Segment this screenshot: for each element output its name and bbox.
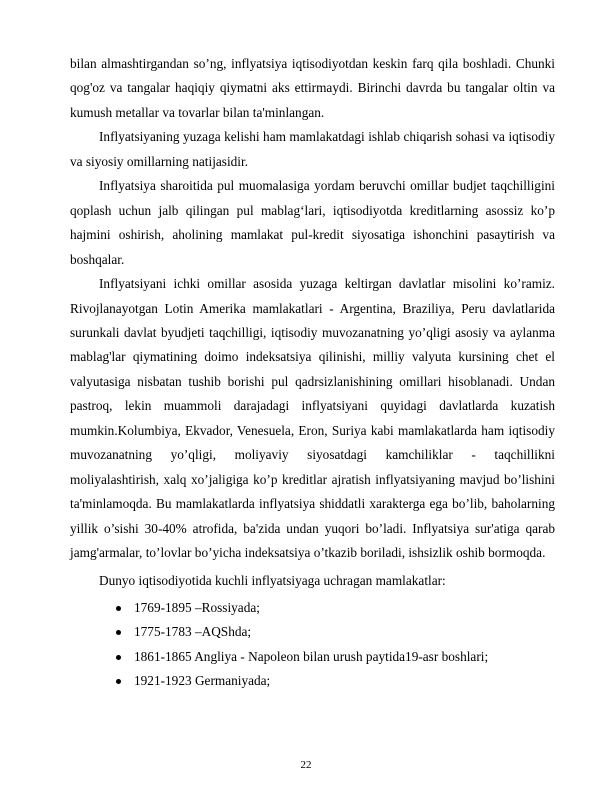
paragraph-continuation: bilan almashtirgandan so’ng, inflyatsiya iqtisodiyotdan keskin farq qila boshladi. Chunki qog'oz va tangalar haqiqiy qiymatni aks ettirmaydi. Birinchi davrda bu tangalar oltin va kumush metallar va tovarlar bilan ta'minlangan. [70, 56, 555, 120]
page-number: 22 [300, 759, 312, 771]
list-item-text: 1861-1865 Angliya - Napoleon bilan urush paytida19-asr boshlari; [134, 648, 489, 664]
paragraph-inflation-factors: Inflyatsiya sharoitida pul muomalasiga yordam beruvchi omillar budjet taqchilligini qoplash uchun jalb qilingan pul mablag‘lari, iqtisodiyotda kreditlarning asossiz ko’p hajmini oshirish, aholining mamlakat pul-kredit siyosatiga ishonchini pasaytirish va boshqalar. [70, 178, 555, 267]
country-list [70, 596, 555, 694]
paragraph-internal-factors: Inflyatsiyani ichki omillar asosida yuzaga keltirgan davlatlar misolini ko’ramiz. Rivojlanayotgan Lotin Amerika mamlakatlari - Argentina, Braziliya, Peru davlatlarida surunkali davlat byudjeti taqchilligi, iqtisodiy muvozanatning yo’qligi asosiy va aylanma mablag'lar qiymatining doimo indeksatsiya qilinishi, milliy valyuta kursining chet el valyutasiga nisbatan tushib borishi pul qadrsizlanishining omillari hisoblanadi. Undan pastroq, lekin muammoli darajadagi inflyatsiyani quyidagi davlatlarda kuzatish mumkin.Kolumbiya, Ekvador, Venesuela, Eron, Suriya kabi mamlakatlarda ham iqtisodiy muvozanatning yo’qligi, moliyaviy siyosatdagi kamchiliklar - taqchillikni moliyalashtirish, xalq xo’jaligiga ko’p kreditlar ajratish inflyatsiyaning mavjud bo’lishini ta'minlamoqda. Bu mamlakatlarda inflyatsiya shiddatli xarakterga ega bo’lib, baholarning yillik o’sishi 30-40% atrofida, ba'zida undan yuqori bo’ladi. Inflyatsiya sur'atiga qarab jamg'armalar, to’lovlar bo’yicha indeksatsiya o’tkazib boriladi, ishsizlik oshib bormoqda. [70, 276, 555, 561]
list-item-text: 1921-1923 Germaniyada; [134, 673, 271, 689]
bullet-icon [116, 606, 121, 611]
list-item [70, 620, 555, 644]
list-item [70, 596, 555, 620]
page-content [70, 52, 555, 694]
list-item [70, 645, 555, 669]
paragraph-inflation-causes: Inflyatsiyaning yuzaga kelishi ham mamlakatdagi ishlab chiqarish sohasi va iqtisodiy va siyosiy omillarning natijasidir. [70, 129, 555, 169]
list-item-text: 1775-1783 –AQShda; [134, 624, 252, 640]
list-heading: Dunyo iqtisodiyotida kuchli inflyatsiyaga uchragan mamlakatlar: [99, 572, 446, 588]
bullet-icon [116, 679, 121, 684]
bullet-icon [116, 655, 121, 660]
list-item-text: 1769-1895 –Rossiyada; [134, 599, 260, 615]
bullet-icon [116, 630, 121, 635]
list-item [70, 669, 555, 693]
